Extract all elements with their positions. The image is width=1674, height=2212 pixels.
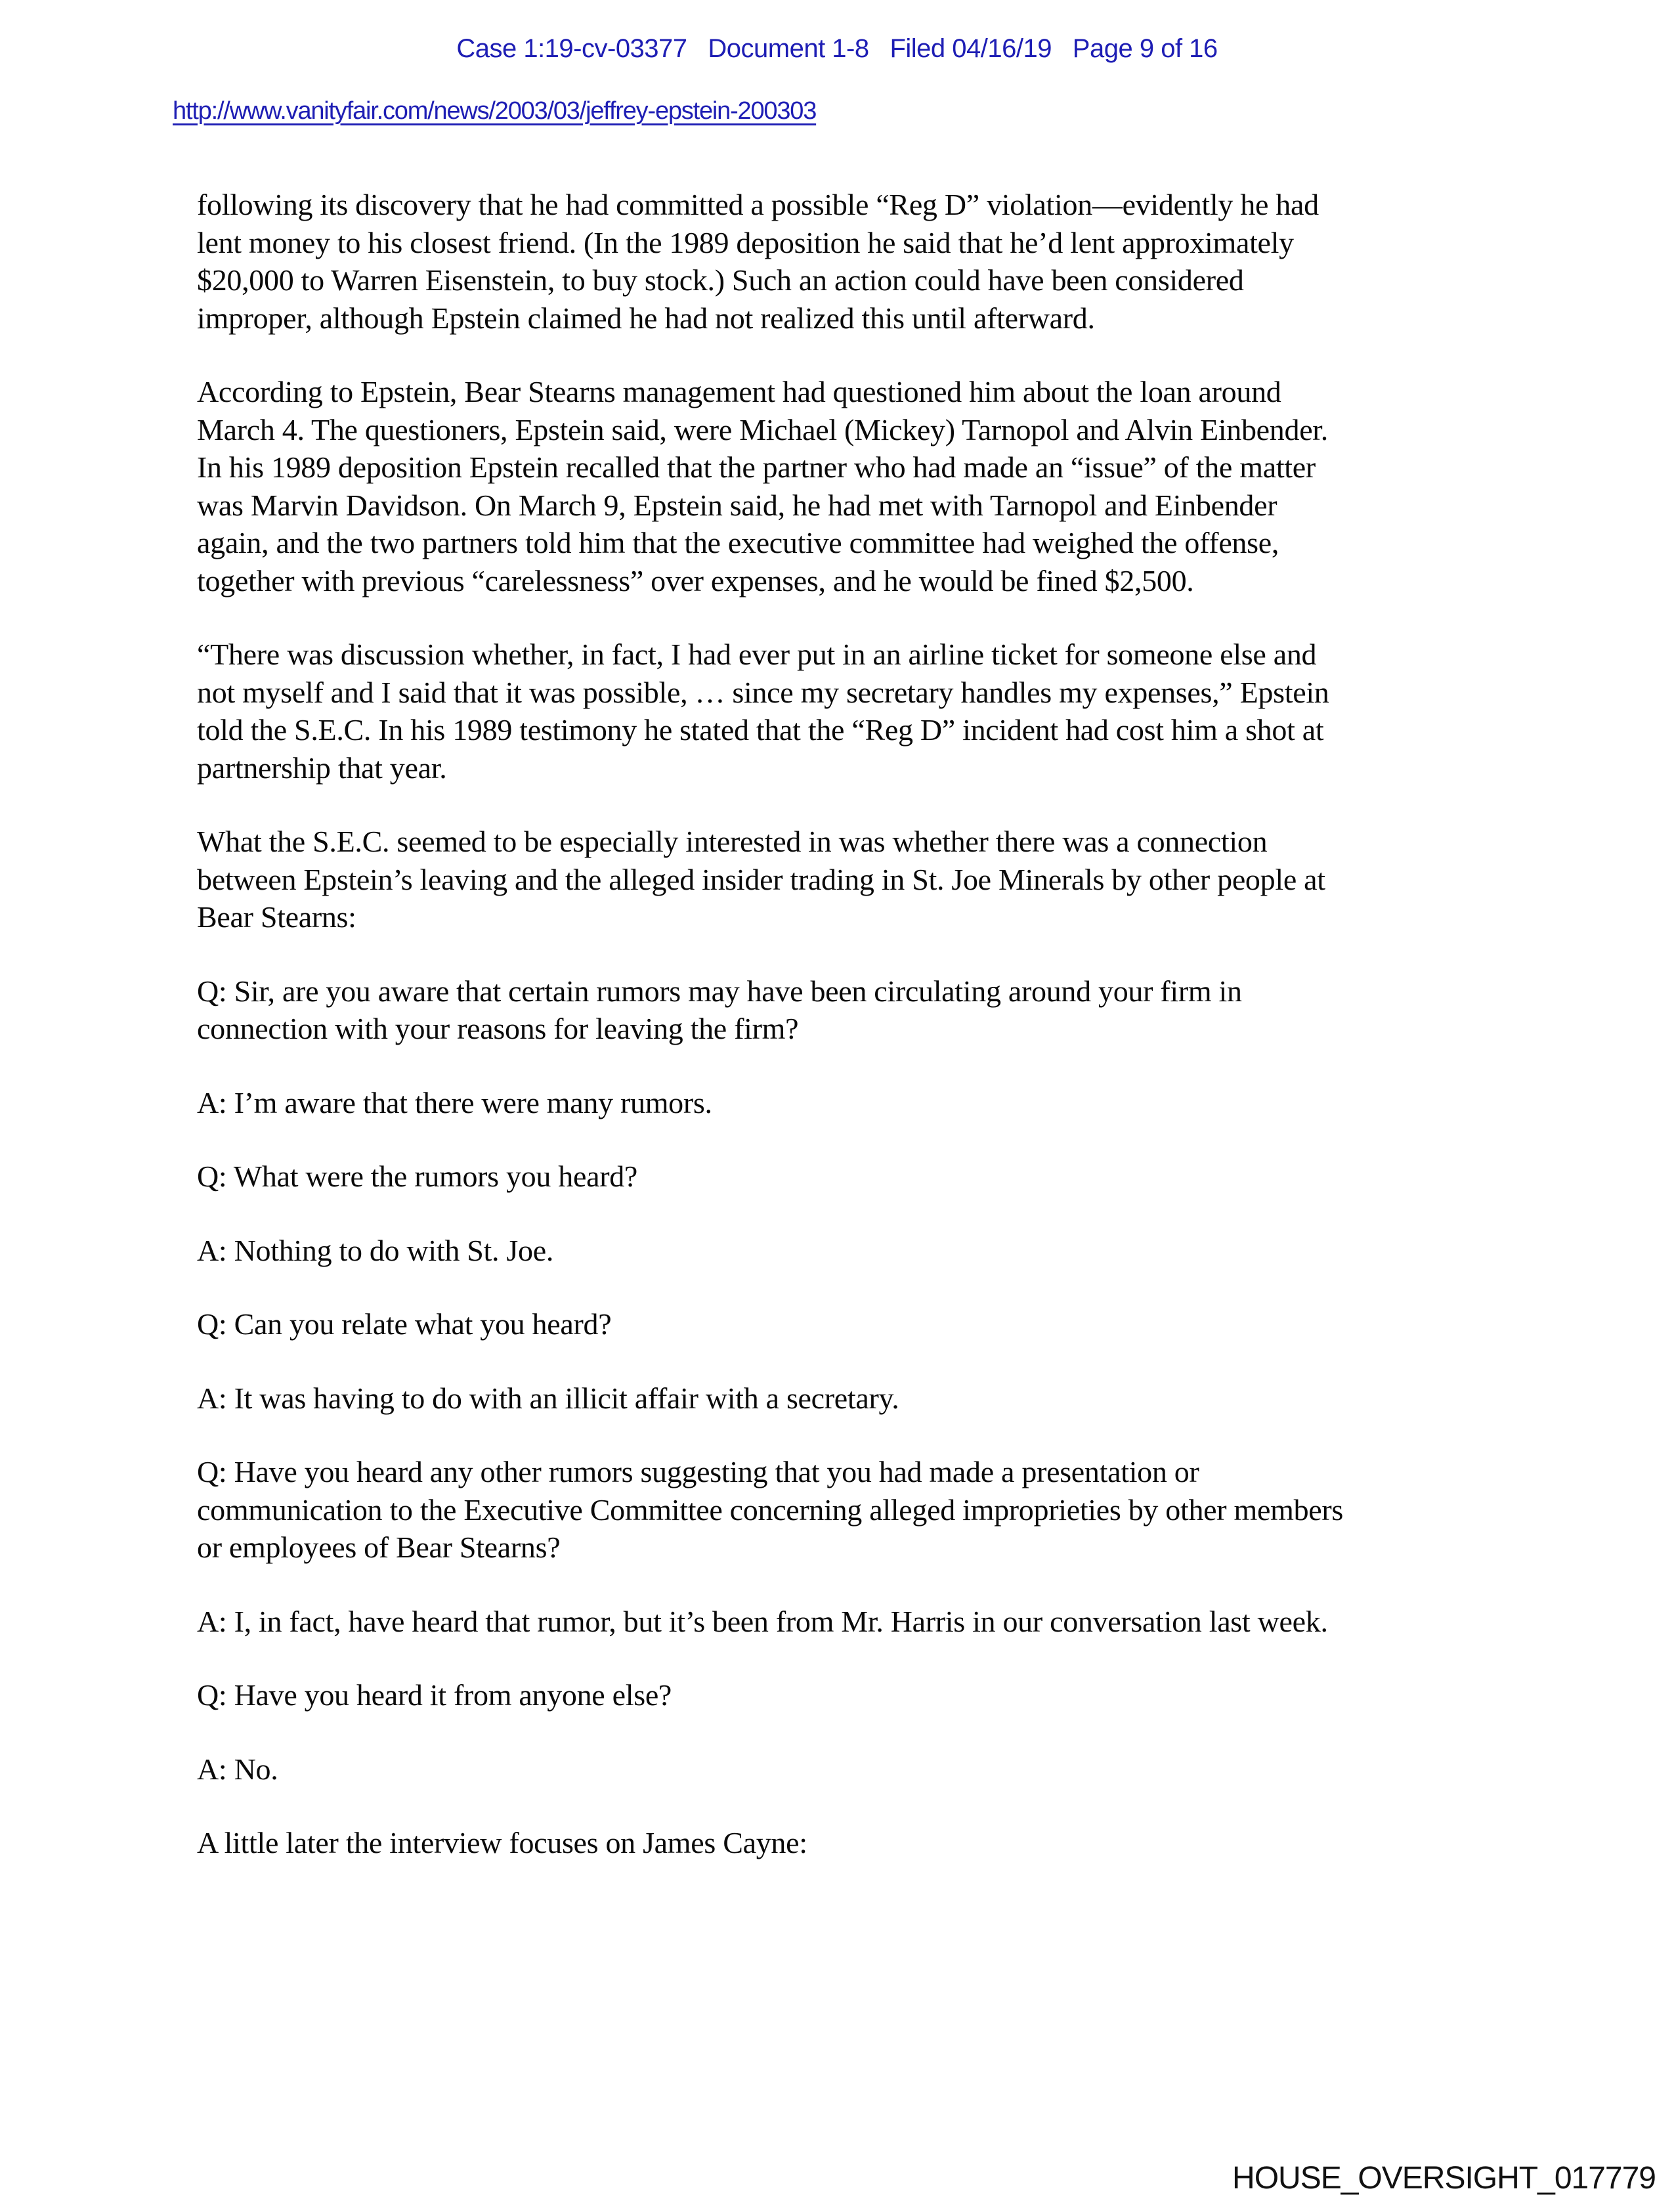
paragraph-airline-ticket-quote: “There was discussion whether, in fact, I had ever put in an airline ticket for someone else and not myself and I said that it was possible, … since my secretary handles my expenses,” Epstein told the S.E.C. In his 1989 testimony he stated that the “Reg D” incident had cost him a shot at partnership that year. <box>197 638 1329 785</box>
qa-answer-illicit-affair: A: It was having to do with an illicit affair with a secretary. <box>197 1381 899 1415</box>
qa-question-rumors-circulating: Q: Sir, are you aware that certain rumors may have been circulating around your firm in connection with your reasons for leaving the firm? <box>197 974 1242 1045</box>
qa-question-what-rumors: Q: What were the rumors you heard? <box>197 1160 638 1193</box>
paragraph-sec-interest: What the S.E.C. seemed to be especially interested in was whether there was a connection between Epstein’s leaving and the alleged insider trading in St. Joe Minerals by other people at Bear Stearns: <box>197 825 1325 934</box>
bates-number: HOUSE_OVERSIGHT_017779 <box>1232 2161 1656 2196</box>
qa-answer-mr-harris: A: I, in fact, have heard that rumor, but it’s been from Mr. Harris in our conversation last week. <box>197 1604 1328 1638</box>
qa-answer-no: A: No. <box>197 1752 278 1786</box>
source-url-link: http://www.vanityfair.com/news/2003/03/jeffrey-epstein-200303 <box>173 97 817 125</box>
qa-question-other-rumors: Q: Have you heard any other rumors suggesting that you had made a presentation or communication to the Executive Committee concerning alleged improprieties by other members or employees of Bear Stearns? <box>197 1455 1344 1564</box>
paragraph-reg-d-violation: following its discovery that he had committed a possible “Reg D” violation—evidently he had lent money to his closest friend. (In the 1989 deposition he said that he’d lent approximately $20,000 to Warren Eisenstein, to buy stock.) Such an action could have been considered improper, although Epstein claimed he had not realized this until afterward. <box>197 188 1319 335</box>
paragraph-bear-stearns-questioning: According to Epstein, Bear Stearns management had questioned him about the loan around March 4. The questioners, Epstein said, were Michael (Mickey) Tarnopol and Alvin Einbender. In his 1989 deposition Epstein recalled that the partner who had made an “issue” of the matter was Marvin Davidson. On March 9, Epstein said, he had met with Tarnopol and Einbender again, and the two partners told him that the executive committee had weighed the offense, together with previous “carelessness” over expenses, and he would be fined $2,500. <box>197 375 1328 597</box>
qa-question-relate-heard: Q: Can you relate what you heard? <box>197 1307 612 1341</box>
article-body <box>197 186 1648 1898</box>
qa-answer-many-rumors: A: I’m aware that there were many rumors. <box>197 1085 712 1119</box>
court-header-stamp: Case 1:19-cv-03377 Document 1-8 Filed 04/16/19 Page 9 of 16 <box>456 34 1218 63</box>
closing-note-james-cayne: A little later the interview focuses on James Cayne: <box>197 1826 807 1859</box>
qa-question-anyone-else: Q: Have you heard it from anyone else? <box>197 1678 672 1712</box>
qa-answer-nothing-st-joe: A: Nothing to do with St. Joe. <box>197 1233 554 1267</box>
